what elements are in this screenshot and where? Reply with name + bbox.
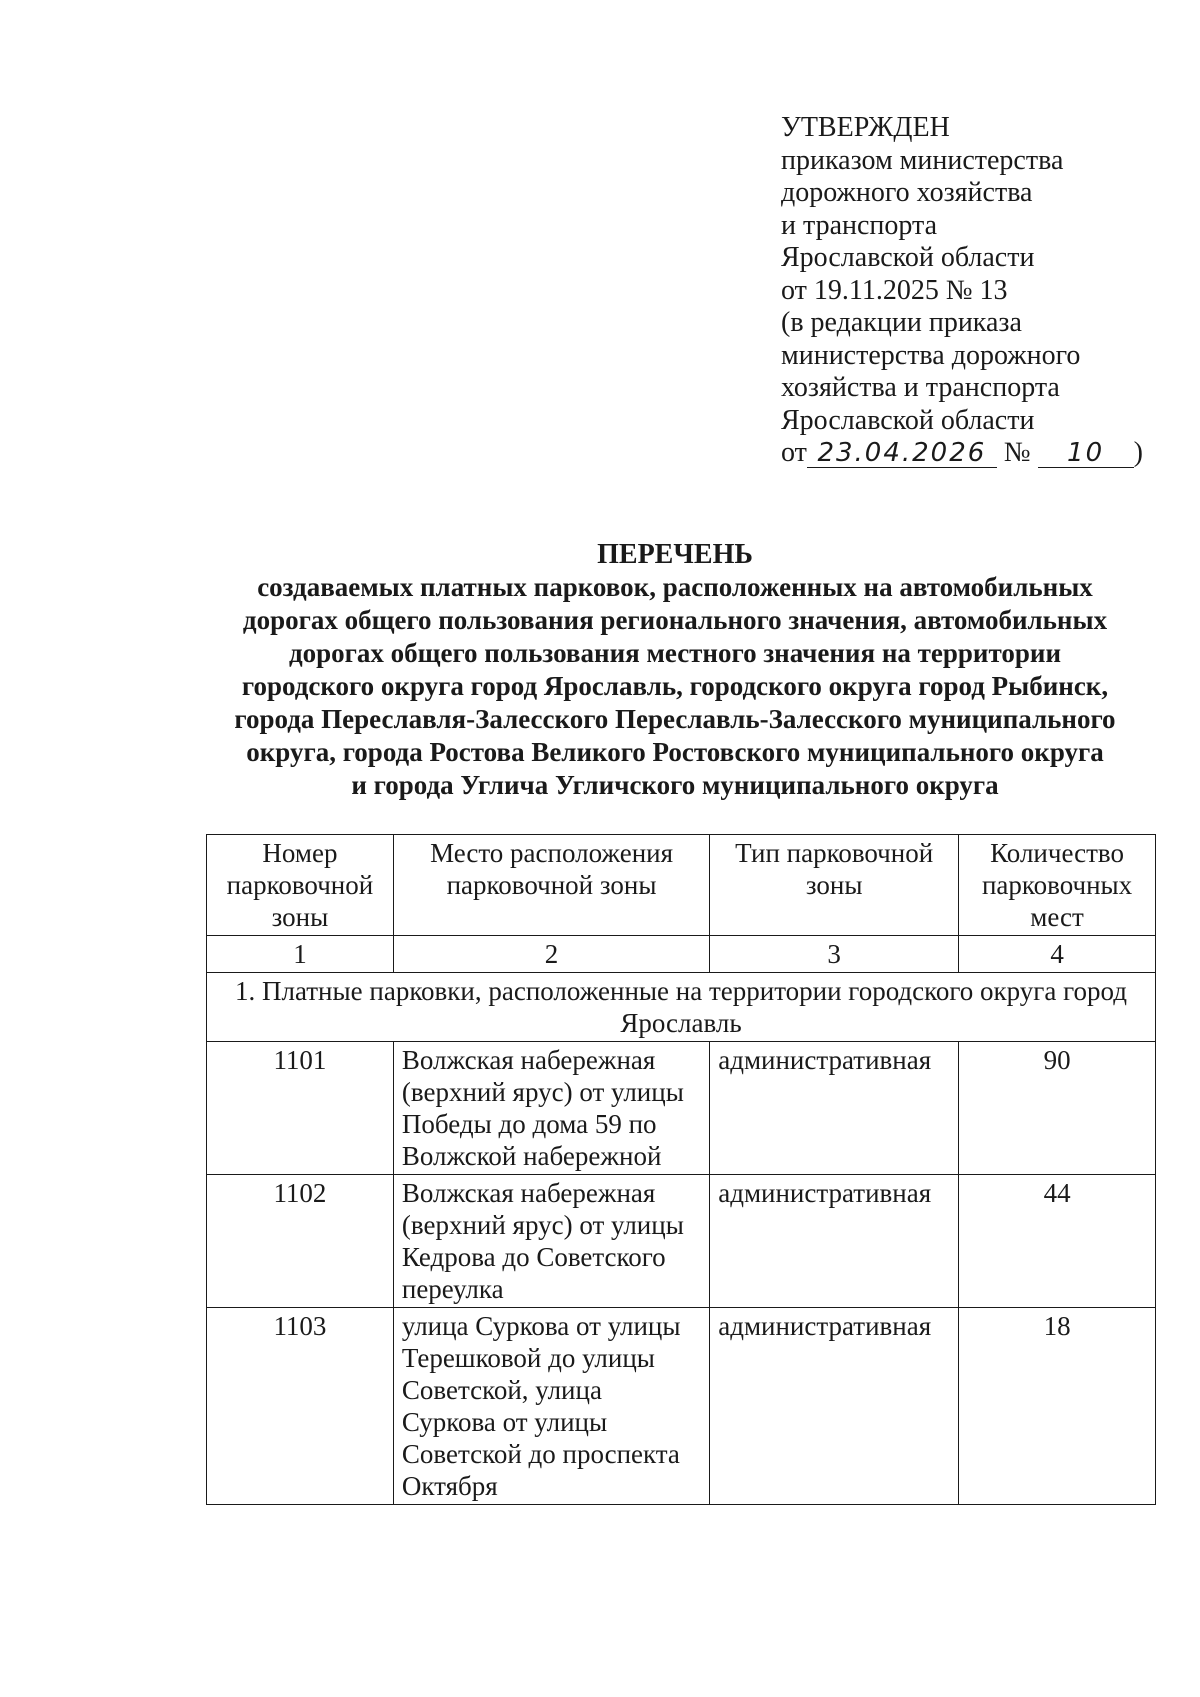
title-line: округа, города Ростова Великого Ростовского муниципального округа xyxy=(246,737,1104,767)
approval-line: (в редакции приказа xyxy=(781,307,1022,338)
zone-location: Волжская набережная (верхний ярус) от улицы Кедрова до Советского переулка xyxy=(393,1175,709,1308)
section-title: 1. Платные парковки, расположенные на территории городского округа город Ярославль xyxy=(207,973,1156,1042)
amendment-date-line xyxy=(781,437,1161,470)
column-number: 3 xyxy=(710,936,959,973)
table-row xyxy=(207,1175,1156,1308)
header-type: Тип парковочной зоны xyxy=(710,835,959,936)
table-header-row xyxy=(207,835,1156,936)
table-row xyxy=(207,1308,1156,1505)
zone-type: административная xyxy=(710,1042,959,1175)
table-row xyxy=(207,1042,1156,1175)
zone-number: 1101 xyxy=(207,1042,394,1175)
approval-line: Ярославской области xyxy=(781,404,1035,436)
zone-location: Волжская набережная (верхний ярус) от улицы Победы до дома 59 по Волжской набережной xyxy=(393,1042,709,1175)
column-number: 2 xyxy=(393,936,709,973)
amendment-prefix: от xyxy=(781,437,807,468)
zone-number: 1102 xyxy=(207,1175,394,1308)
approval-line: приказом министерства xyxy=(781,144,1064,176)
zone-count: 18 xyxy=(959,1308,1156,1505)
parking-zones-table xyxy=(206,834,1156,1505)
title-line: дорогах общего пользования местного значения на территории xyxy=(288,638,1062,668)
title-heading: ПЕРЕЧЕНЬ xyxy=(597,539,753,570)
column-number: 1 xyxy=(207,936,394,973)
zone-location: улица Суркова от улицы Терешковой до улицы Советской, улица Суркова от улицы Советской до проспекта Октября xyxy=(393,1308,709,1505)
handwritten-number: 10 xyxy=(1038,439,1134,468)
zone-count: 90 xyxy=(959,1042,1156,1175)
zone-type: административная xyxy=(710,1308,959,1505)
approval-line: от 19.11.2025 № 13 xyxy=(781,274,1008,306)
title-line: городского округа город Ярославль, городского округа город Рыбинск, xyxy=(241,671,1109,701)
closing-paren: ) xyxy=(1133,437,1143,468)
document-title xyxy=(190,538,1160,802)
zone-type: административная xyxy=(710,1175,959,1308)
header-zone-number: Номер парковочной зоны xyxy=(207,835,394,936)
title-line: дорогах общего пользования регионального значения, автомобильных xyxy=(242,605,1108,635)
section-row xyxy=(207,973,1156,1042)
zone-count: 44 xyxy=(959,1175,1156,1308)
approval-line: дорожного хозяйства xyxy=(781,177,1033,208)
column-number: 4 xyxy=(959,936,1156,973)
handwritten-date: 23.04.2026 xyxy=(807,439,997,468)
title-line: создаваемых платных парковок, расположенных на автомобильных xyxy=(257,572,1093,602)
column-number-row xyxy=(207,936,1156,973)
approval-line: министерства дорожного xyxy=(781,339,1081,371)
zone-number: 1103 xyxy=(207,1308,394,1505)
approval-line: хозяйства и транспорта xyxy=(781,372,1060,403)
title-line: города Переславля-Залесского Переславль-Залесского муниципального xyxy=(234,704,1116,734)
approval-line: Ярославской области xyxy=(781,242,1035,273)
approval-line: и транспорта xyxy=(781,209,938,241)
header-count: Количество парковочных мест xyxy=(959,835,1156,936)
title-line: и города Углича Угличского муниципального округа xyxy=(351,770,999,800)
approval-line: УТВЕРЖДЕН xyxy=(781,112,950,143)
header-location: Место расположения парковочной зоны xyxy=(393,835,709,936)
approval-stamp xyxy=(781,112,1161,470)
number-sign: № xyxy=(1003,437,1031,468)
